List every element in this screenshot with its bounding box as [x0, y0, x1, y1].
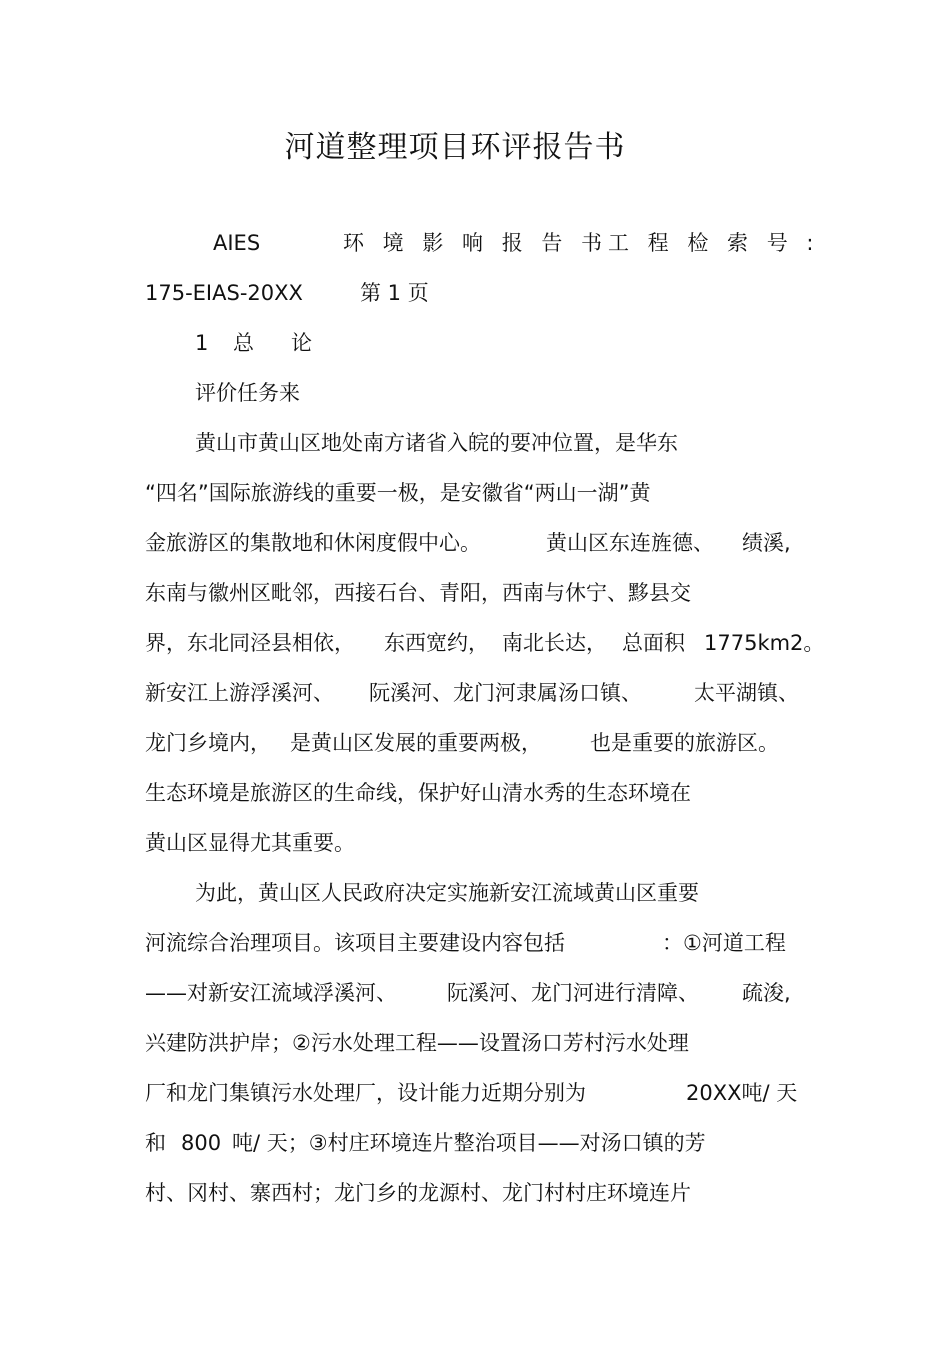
header-index-no: 175-EIAS-20XX [145, 281, 303, 305]
p1-line: 东南与徽州区毗邻，西接石台、青阳，西南与休宁、黟县交 [145, 581, 691, 605]
section-number: 1 [195, 331, 209, 355]
p2-line: 阮溪河、龙门河进行清障、 [447, 981, 699, 1005]
p1-line: 总面积 [622, 631, 685, 655]
p2-line: 厂和龙门集镇污水处理厂，设计能力近期分别为 [145, 1081, 586, 1105]
p1-line: 也是重要的旅游区。 [590, 731, 779, 755]
p2-line: 村、冈村、寨西村；龙门乡的龙源村、龙门村村庄环境连片 [145, 1181, 691, 1205]
section-name: 总 论 [233, 331, 320, 355]
p2-line: 800 [181, 1131, 222, 1155]
subsection-heading: 评价任务来 [195, 381, 300, 405]
p2-line: 为此，黄山区人民政府决定实施新安江流域黄山区重要 [195, 881, 699, 905]
p1-line: 阮溪河、龙门河隶属汤口镇、 [369, 681, 642, 705]
p1-line: 绩溪, [742, 531, 791, 555]
header-index-label: 工 程 检 索 号 : [608, 231, 820, 255]
p1-line: 东西宽约， [384, 631, 489, 655]
p2-line: 疏浚, [742, 981, 791, 1005]
p1-line: 界，东北同泾县相依， [145, 631, 355, 655]
p1-line: 南北长达， [502, 631, 607, 655]
p1-line: 1775km2。 [704, 631, 825, 655]
p2-line: ——对新安江流域浮溪河、 [145, 981, 397, 1005]
p1-line: 黄山区显得尤其重要。 [145, 831, 355, 855]
p1-line: 龙门乡境内， [145, 731, 271, 755]
p2-line: ：①河道工程 [662, 931, 786, 955]
document-title: 河道整理项目环评报告书 [284, 130, 626, 165]
header-page-label: 第 1 页 [360, 281, 429, 305]
p2-line: 兴建防洪护岸；②污水处理工程——设置汤口芳村污水处理 [145, 1031, 689, 1055]
p1-line: 生态环境是旅游区的生命线，保护好山清水秀的生态环境在 [145, 781, 691, 805]
p1-line: 黄山区东连旌德、 [546, 531, 714, 555]
header-doc-type: 环 境 影 响 报 告 书 [343, 231, 609, 255]
p2-line: 吨/ 天；③村庄环境连片整治项目——对汤口镇的芳 [232, 1131, 706, 1155]
header-org: AIES [213, 231, 261, 255]
p1-line: 金旅游区的集散地和休闲度假中心。 [145, 531, 481, 555]
p2-line: 20XX吨/ 天 [686, 1081, 798, 1105]
p1-line: 黄山市黄山区地处南方诸省入皖的要冲位置，是华东 [195, 431, 678, 455]
p1-line: 太平湖镇、 [694, 681, 799, 705]
p1-line: 是黄山区发展的重要两极， [290, 731, 542, 755]
p1-line: 新安江上游浮溪河、 [145, 681, 334, 705]
p2-line: 和 [145, 1131, 166, 1155]
p2-line: 河流综合治理项目。该项目主要建设内容包括 [145, 931, 565, 955]
p1-line: “四名”国际旅游线的重要一极，是安徽省“两山一湖”黄 [145, 481, 651, 505]
